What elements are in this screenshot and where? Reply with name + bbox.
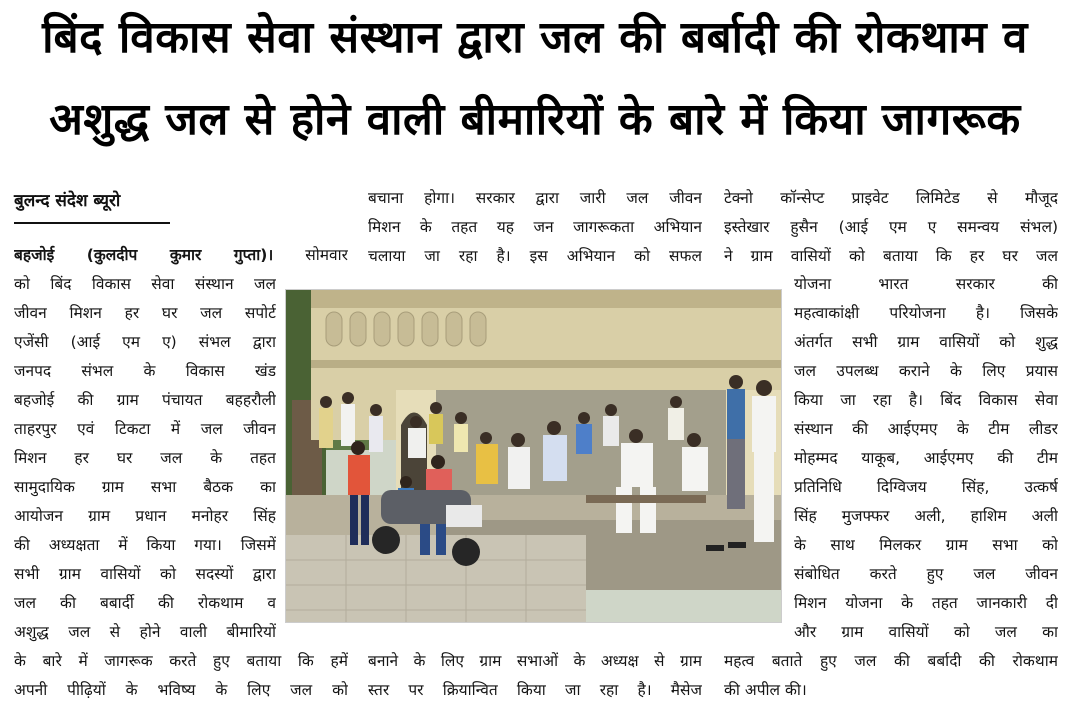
column3-line: महत्वाकांक्षी परियोजना है। जिसके [794,304,1058,322]
column2-line: बनाने के लिए ग्राम सभाओं के अध्यक्ष से ग्राम [368,652,702,670]
column3-line: ने ग्राम वासियों को बताया कि हर घर जल [724,247,1058,265]
column3-line: जल उपलब्ध कराने के लिए प्रयास [794,362,1058,380]
column3-line: और ग्राम वासियों को जल का [794,623,1058,641]
column1-line [14,244,348,266]
column3-line: के साथ मिलकर ग्राम सभा को [794,536,1058,554]
column1-line: जल की बबार्दी की रोकथाम व [14,594,276,612]
column2-line: मिशन के तहत यह जन जागरूकता अभियान [368,218,702,236]
column2-line: स्तर पर क्रियान्वित किया जा रहा है। मैसेज [368,681,702,699]
column3-line: संस्थान की आईएमए के टीम लीडर [794,420,1058,438]
column3-line: संबोधित करते हुए जल जीवन [794,565,1058,583]
column3-line: मिशन योजना के तहत जानकारी दी [794,594,1058,612]
column1-line: ताहरपुर एवं टिकटा में जल जीवन [14,420,276,438]
column1-line: जीवन मिशन हर घर जल सपोर्ट [14,304,276,322]
column1-line: एजेंसी (आई एम ए) संभल द्वारा [14,333,276,351]
headline-line-1: बिंद विकास सेवा संस्थान द्वारा जल की बर्बादी की रोकथाम व [42,12,1028,63]
column1-line: की अध्यक्षता में किया गया। जिसमें [14,536,276,554]
article-dateline-rest: सोमवार [273,246,348,264]
column1-line: अशुद्ध जल से होने वाली बीमारियों [14,623,276,641]
column3-line: सिंह मुजफ्फर अली, हाशिम अली [794,507,1058,525]
village-meeting-illustration [286,290,781,622]
column1-line: आयोजन ग्राम प्रधान मनोहर सिंह [14,507,276,525]
column3-line: किया जा रहा है। बिंद विकास सेवा [794,391,1058,409]
column1-line: मिशन हर घर जल के तहत [14,449,276,467]
column2-line: चलाया जा रहा है। इस अभियान को सफल [368,247,702,265]
headline-line-2: अशुद्ध जल से होने वाली बीमारियों के बारे में किया जागरूक [49,94,1021,145]
column1-line: सामुदायिक ग्राम सभा बैठक का [14,478,276,496]
column3-line: टेक्नो कॉन्सेप्ट प्राइवेट लिमिटेड से मौजूद [724,189,1058,207]
column3-line: इस्तेखार हुसैन (आई एम ए समन्वय संभल) [724,218,1058,236]
byline: बुलन्द संदेश ब्यूरो [14,191,121,211]
column1-line: जनपद संभल के विकास खंड [14,362,276,380]
article-dateline: बहजोई (कुलदीप कुमार गुप्ता)। [14,246,274,264]
column3-line: महत्व बताते हुए जल की बर्बादी की रोकथाम [724,652,1058,670]
column3-line: अंतर्गत सभी ग्राम वासियों को शुद्ध [794,333,1058,351]
news-photo [285,289,782,623]
byline-underline [14,222,170,224]
column3-line: योजना भारत सरकार की [794,275,1058,293]
column1-line: को बिंद विकास सेवा संस्थान जल [14,275,276,293]
column3-line: प्रतिनिधि दिग्विजय सिंह, उत्कर्ष [794,478,1058,496]
column3-line: की अपील की। [724,681,807,699]
column1-line: बहजोई की ग्राम पंचायत बहहरौली [14,391,276,409]
column3-line: मोहम्मद याकूब, आईएमए की टीम [794,449,1058,467]
column1-line: के बारे में जागरूक करते हुए बताया कि हमें [14,652,348,670]
column1-line: सभी ग्राम वासियों को सदस्यों द्वारा [14,565,276,583]
column1-line: अपनी पीढ़ियों के भविष्य के लिए जल को [14,681,348,699]
column2-line: बचाना होगा। सरकार द्वारा जारी जल जीवन [368,189,702,207]
